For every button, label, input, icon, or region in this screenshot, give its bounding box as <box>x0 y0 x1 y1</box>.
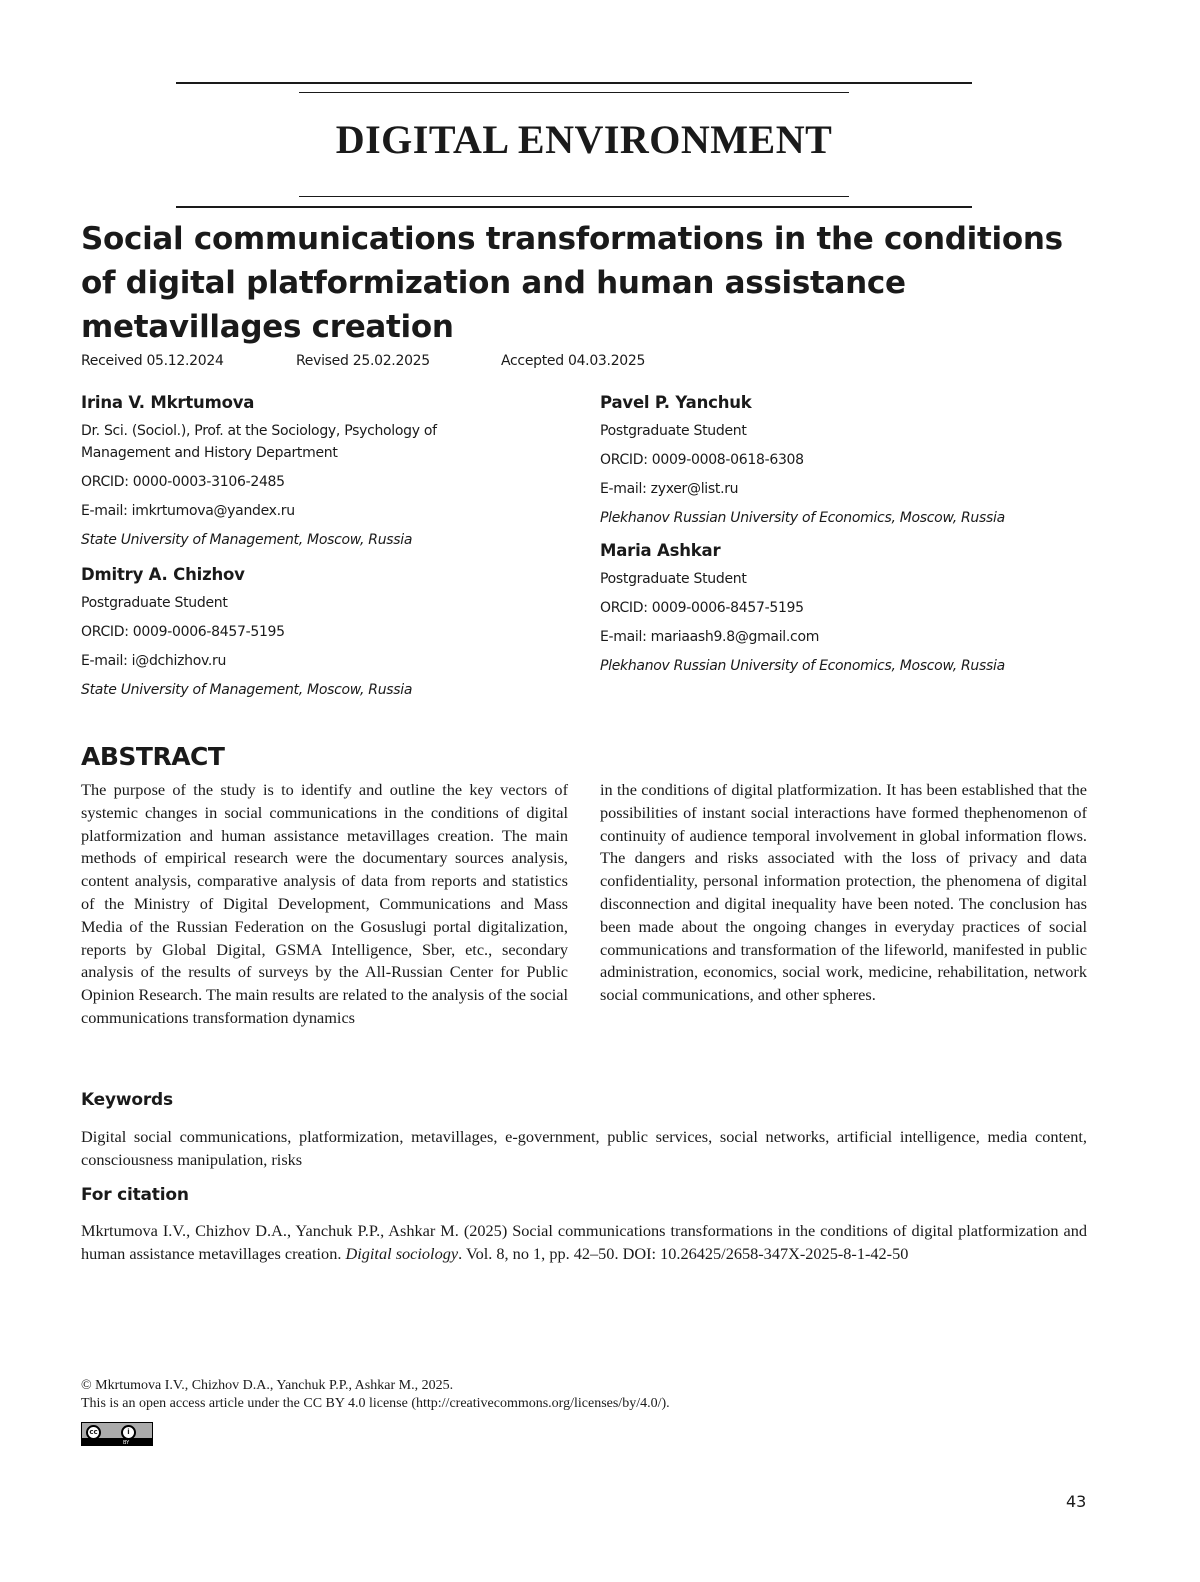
citation-text <box>81 1219 1087 1265</box>
author-orcid: ORCID: 0009-0006-8457-5195 <box>600 600 804 616</box>
author-position: Postgraduate Student <box>600 423 747 439</box>
citation-heading: For citation <box>81 1185 189 1205</box>
header-rule-top-inner <box>299 92 849 93</box>
author-block <box>81 565 481 708</box>
author-position: Postgraduate Student <box>81 595 228 611</box>
abstract-heading: ABSTRACT <box>81 742 225 771</box>
author-affiliation: State University of Management, Moscow, Russia <box>81 682 413 698</box>
citation-journal: Digital sociology <box>345 1244 459 1263</box>
author-name: Pavel P. Yanchuk <box>600 393 752 412</box>
creative-commons-icon: cc <box>86 1425 101 1440</box>
badge-by-label: BY <box>123 1440 130 1446</box>
article-title: Social communications transformations in the conditions of digital platformization and human assistance metavillages creation <box>81 221 1063 345</box>
cc-by-license-badge <box>81 1422 153 1446</box>
keywords-heading: Keywords <box>81 1090 173 1110</box>
author-email: E-mail: imkrtumova@yandex.ru <box>81 503 295 519</box>
author-affiliation: Plekhanov Russian University of Economics, Moscow, Russia <box>600 510 1005 526</box>
author-position: Postgraduate Student <box>600 571 747 587</box>
license-notice: This is an open access article under the CC BY 4.0 license (http://creativecommons.org/licenses/by/4.0/). <box>81 1396 670 1411</box>
author-name: Maria Ashkar <box>600 541 721 560</box>
received-date: Received 05.12.2024 <box>81 353 224 369</box>
copyright-notice: © Mkrtumova I.V., Chizhov D.A., Yanchuk P.P., Ashkar M., 2025. <box>81 1378 454 1393</box>
author-block <box>81 393 481 558</box>
header-rule-top-outer <box>176 82 972 84</box>
author-orcid: ORCID: 0009-0006-8457-5195 <box>81 624 285 640</box>
keywords-text: Digital social communications, platformization, metavillages, e-government, public services, social networks, artificial intelligence, media content, consciousness manipulation, risks <box>81 1127 1087 1169</box>
author-block <box>600 541 1070 684</box>
citation-details: . Vol. 8, no 1, pp. 42–50. DOI: 10.26425/2658-347X-2025-8-1-42-50 <box>458 1244 909 1263</box>
citation-authors-title: Mkrtumova I.V., Chizhov D.A., Yanchuk P.P., Ashkar M. (2025) Social communications transformations in the conditions of digital platformization and human assistance metavillages creation. <box>81 1221 1087 1263</box>
author-email: E-mail: zyxer@list.ru <box>600 481 739 497</box>
attribution-icon: i <box>121 1425 136 1440</box>
header-rule-bottom-outer <box>176 206 972 208</box>
author-orcid: ORCID: 0009-0008-0618-6308 <box>600 452 804 468</box>
page-number: 43 <box>1066 1492 1087 1511</box>
abstract-text-right: in the conditions of digital platformization. It has been established that the possibilities of instant social interactions have formed thephenomenon of continuity of audience temporal involvement in global information flows. The dangers and risks associated with the loss of privacy and data confidentiality, personal information protection, the phenomena of digital disconnection and digital inequality have been noted. The conclusion has been made about the ongoing changes in everyday practices of social communications and transformation of the lifeworld, manifested in public administration, economics, social work, medicine, rehabilitation, network social communications, and other spheres. <box>600 780 1087 1005</box>
author-name: Dmitry A. Chizhov <box>81 565 245 584</box>
section-title: DIGITAL ENVIRONMENT <box>335 117 833 162</box>
author-block <box>600 393 1070 536</box>
abstract-text-left: The purpose of the study is to identify and outline the key vectors of systemic changes in social communications in the conditions of digital platformization and human assistance metavillages creation. The main methods of empirical research were the documentary sources analysis, content analysis, comparative analysis of data from reports and statistics of the Ministry of Digital Development, Communications and Mass Media of the Russian Federation on the Gosuslugi portal digitalization, reports by Global Digital, GSMA Intelligence, Sber, etc., secondary analysis of the results of surveys by the All-Russian Center for Public Opinion Research. The main results are related to the analysis of the social communications transformation dynamics <box>81 780 568 1027</box>
author-position: Dr. Sci. (Sociol.), Prof. at the Sociology, Psychology of Management and History Department <box>81 423 437 461</box>
header-rule-bottom-inner <box>299 196 849 197</box>
author-affiliation: Plekhanov Russian University of Economics, Moscow, Russia <box>600 658 1005 674</box>
revised-date: Revised 25.02.2025 <box>296 353 430 369</box>
author-orcid: ORCID: 0000-0003-3106-2485 <box>81 474 285 490</box>
author-email: E-mail: i@dchizhov.ru <box>81 653 227 669</box>
author-name: Irina V. Mkrtumova <box>81 393 255 412</box>
author-email: E-mail: mariaash9.8@gmail.com <box>600 629 820 645</box>
accepted-date: Accepted 04.03.2025 <box>501 353 646 369</box>
author-affiliation: State University of Management, Moscow, Russia <box>81 532 413 548</box>
